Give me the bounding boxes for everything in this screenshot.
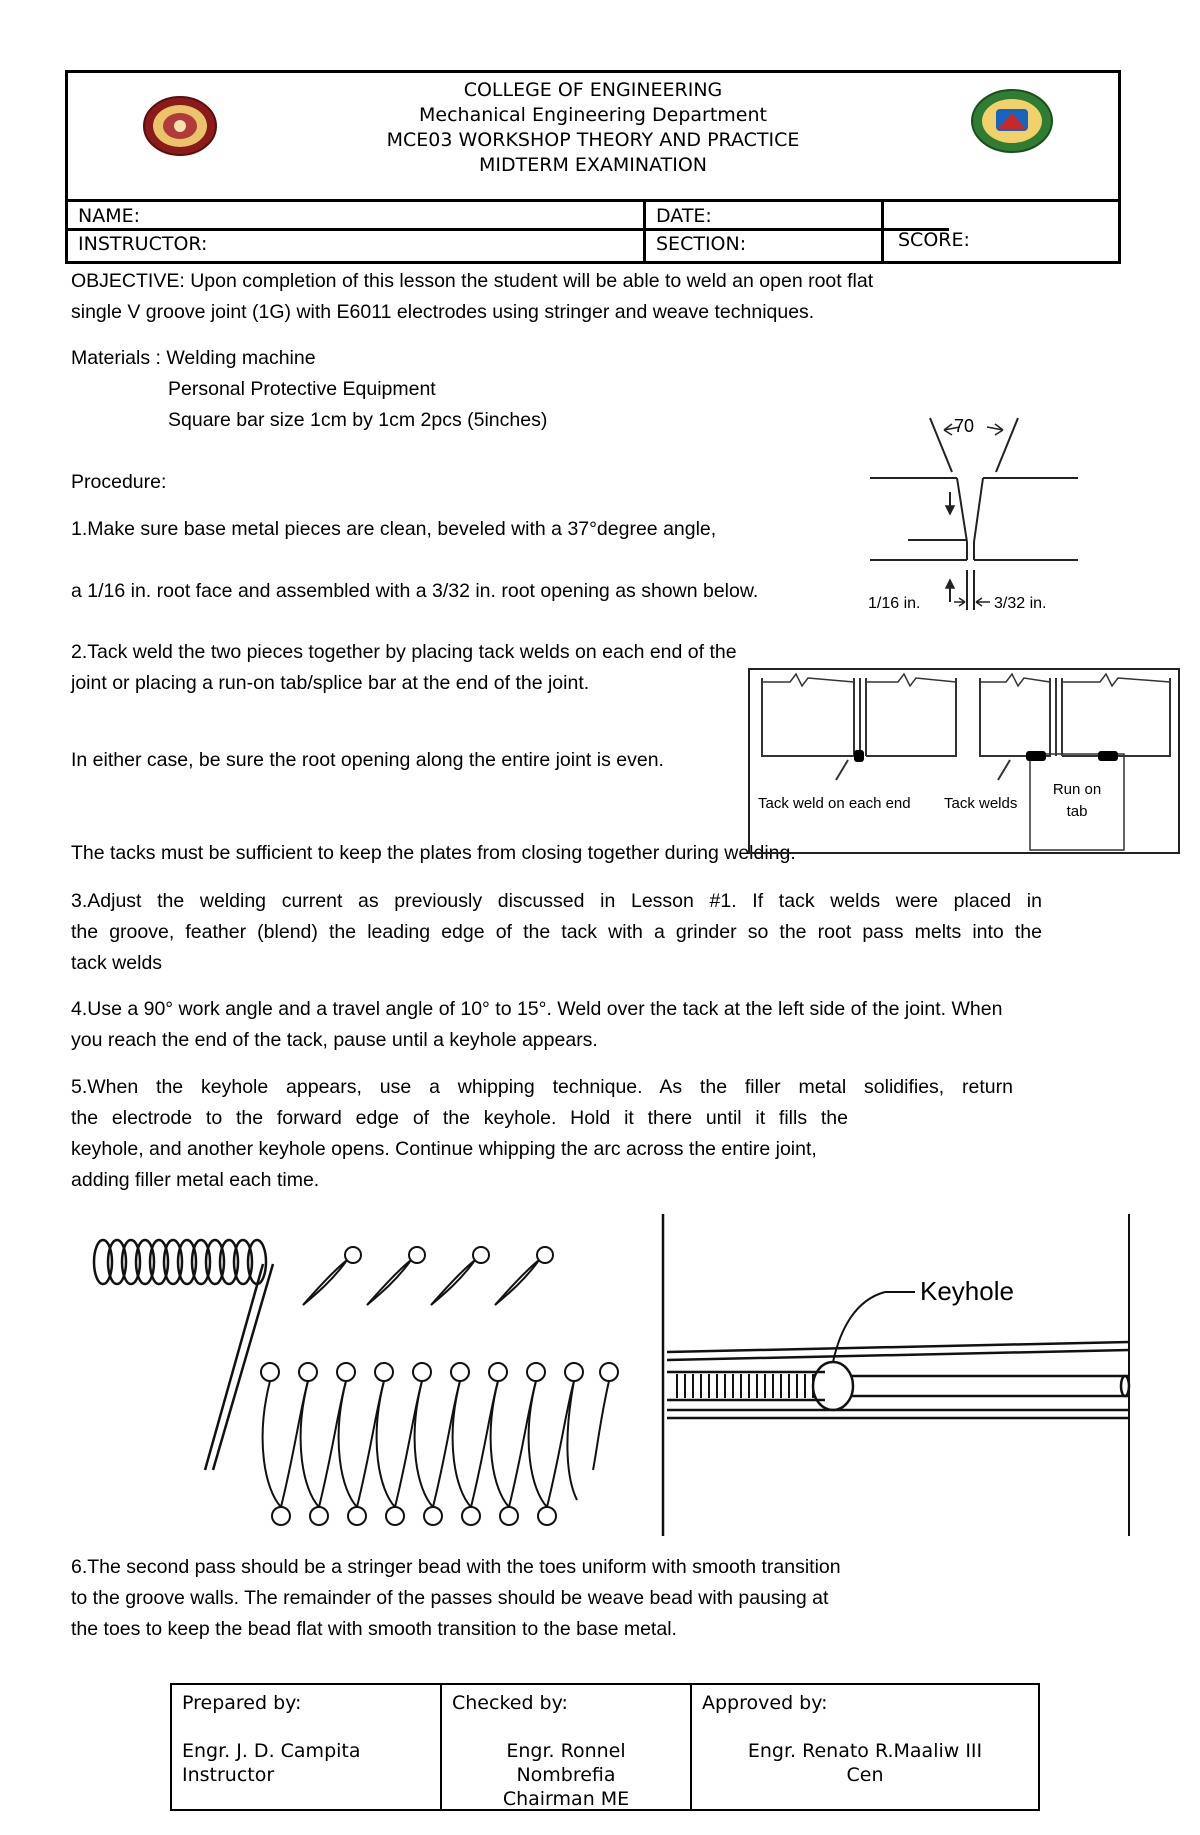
procedure-step-2-note: In either case, be sure the root opening along the entire joint is even.: [71, 749, 664, 771]
materials-label: Materials : Welding machine: [71, 347, 316, 369]
tack-weld-diagram: [748, 668, 1180, 854]
procedure-step-2: 2.Tack weld the two pieces together by placing tack welds on each end of the: [71, 641, 737, 663]
university-seal-logo: [968, 87, 1056, 155]
whipping-keyhole-diagram: [85, 1210, 1140, 1540]
run-on-tab-label: tab: [1066, 803, 1088, 820]
checked-by-cell: [442, 1685, 692, 1809]
procedure-step-6-end: the toes to keep the bead flat with smooth transition to the base metal.: [71, 1618, 677, 1640]
checked-by-title: Chairman ME: [502, 1788, 630, 1810]
procedure-heading: Procedure:: [71, 471, 167, 493]
procedure-step-5-cont: keyhole, and another keyhole opens. Continue whipping the arc across the entire joint,: [71, 1138, 817, 1160]
objective-line-1: OBJECTIVE: Upon completion of this lesson the student will be able to weld an open root flat: [71, 270, 874, 292]
checked-by-name: Nombrefia: [516, 1764, 616, 1786]
date-field[interactable]: DATE:: [656, 205, 712, 227]
procedure-step-4: 4.Use a 90° work angle and a travel angle of 10° to 15°. Weld over the tack at the left side of the joint. When: [71, 998, 1003, 1020]
checked-by-name: Engr. Ronnel: [506, 1740, 626, 1762]
procedure-step-1-cont: a 1/16 in. root face and assembled with a 3/32 in. root opening as shown below.: [71, 580, 759, 602]
objective-line-2: single V groove joint (1G) with E6011 electrodes using stringer and weave techniques.: [71, 301, 815, 323]
signature-table: [170, 1683, 1040, 1811]
checked-by-label: Checked by:: [452, 1692, 568, 1714]
exam-title: MIDTERM EXAMINATION: [479, 154, 707, 176]
procedure-step-5-cont: the electrode to the forward edge of the keyhole. Hold it there until it fills the: [71, 1107, 848, 1129]
procedure-step-3: 3.Adjust the welding current as previously discussed in Lesson #1. If tack welds were placed in: [71, 890, 1042, 912]
keyhole-label: Keyhole: [920, 1276, 1014, 1306]
approved-by-label: Approved by:: [702, 1692, 828, 1714]
college-name: COLLEGE OF ENGINEERING: [463, 79, 723, 101]
approved-by-title: Cen: [846, 1764, 884, 1786]
procedure-step-2-cont: joint or placing a run-on tab/splice bar at the end of the joint.: [71, 672, 590, 694]
department-name: Mechanical Engineering Department: [419, 104, 767, 126]
procedure-step-4-cont: you reach the end of the tack, pause until a keyhole appears.: [71, 1029, 598, 1051]
procedure-step-6: 6.The second pass should be a stringer bead with the toes uniform with smooth transition: [71, 1556, 841, 1578]
course-title: MCE03 WORKSHOP THEORY AND PRACTICE: [386, 129, 800, 151]
procedure-step-2-tacks: The tacks must be sufficient to keep the plates from closing together during welding.: [71, 842, 796, 864]
approved-by-cell: [692, 1685, 1038, 1809]
run-on-tab-label: Run on: [1052, 781, 1102, 798]
procedure-step-5: 5.When the keyhole appears, use a whipping technique. As the filler metal solidifies, return: [71, 1076, 1013, 1098]
tack-each-end-label: Tack weld on each end: [758, 795, 911, 812]
v-groove-joint-diagram: [860, 410, 1090, 620]
name-field[interactable]: NAME:: [78, 205, 141, 227]
materials-item: Personal Protective Equipment: [168, 378, 436, 400]
prepared-by-cell: [172, 1685, 442, 1809]
root-face-label: 1/16 in.: [868, 595, 921, 612]
procedure-step-1: 1.Make sure base metal pieces are clean, beveled with a 37°degree angle,: [71, 518, 717, 540]
procedure-step-5-end: adding filler metal each time.: [71, 1169, 320, 1191]
procedure-step-3-end: tack welds: [71, 952, 163, 974]
exam-header: [65, 70, 1121, 202]
procedure-step-6-cont: to the groove walls. The remainder of the passes should be weave bead with pausing at: [71, 1587, 829, 1609]
prepared-by-title: Instructor: [182, 1764, 275, 1786]
student-info-grid: [65, 202, 1121, 264]
prepared-by-name: Engr. J. D. Campita: [182, 1740, 361, 1762]
score-field[interactable]: SCORE:: [898, 229, 970, 251]
procedure-step-3-cont: the groove, feather (blend) the leading edge of the tack with a grinder so the root pass melts into the: [71, 921, 1042, 943]
approved-by-name: Engr. Renato R.Maaliw III: [747, 1740, 983, 1762]
instructor-field[interactable]: INSTRUCTOR:: [78, 233, 208, 255]
materials-item: Square bar size 1cm by 1cm 2pcs (5inches): [168, 409, 548, 431]
groove-angle-label: 70: [953, 416, 975, 436]
root-opening-label: 3/32 in.: [994, 595, 1047, 612]
tack-welds-label: Tack welds: [944, 795, 1018, 812]
prepared-by-label: Prepared by:: [182, 1692, 302, 1714]
college-seal-logo: [140, 95, 220, 157]
section-field[interactable]: SECTION:: [656, 233, 747, 255]
